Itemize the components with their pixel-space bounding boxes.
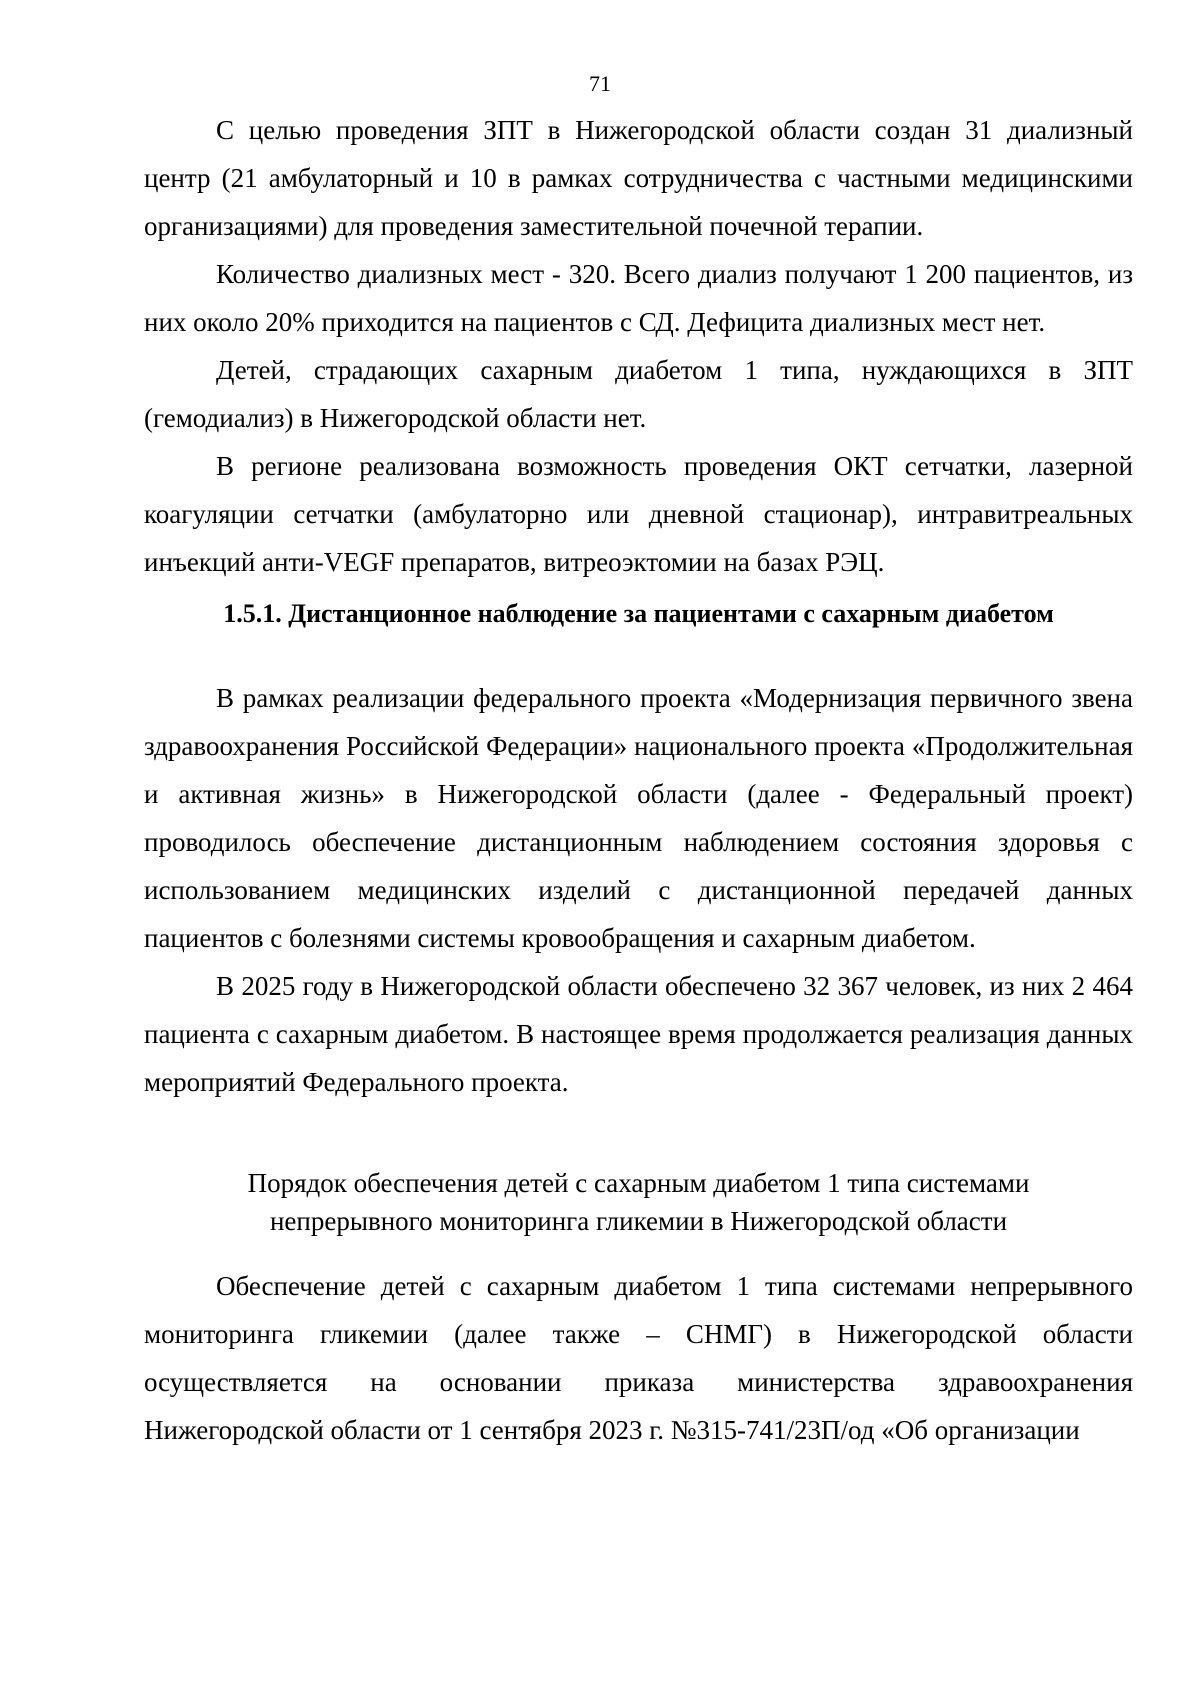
section-dialysis — [144, 106, 1133, 586]
section-remote-monitoring — [144, 674, 1133, 1106]
paragraph-children-dialysis: Детей, страдающих сахарным диабетом 1 типа, нуждающихся в ЗПТ (гемодиализ) в Нижегородской области нет. — [144, 355, 1133, 433]
subheading-line-2: непрерывного мониторинга гликемии в Нижегородской области — [269, 1206, 1008, 1236]
section-cgm-provision — [144, 1262, 1133, 1454]
paragraph-dialysis-centers: С целью проведения ЗПТ в Нижегородской области создан 31 диализный центр (21 амбулаторный и 10 в рамках сотрудничества с частными медицинскими организациями) для проведения заместительной почечной терапии. — [144, 115, 1133, 241]
paragraph-cgm-order: Обеспечение детей с сахарным диабетом 1 типа системами непрерывного мониторинга гликемии (далее также – СНМГ) в Нижегородской области осуществляется на основании приказа министерства здравоохранения Нижегородской области от 1 сентября 2023 г. №315-741/23П/од «Об организации — [144, 1271, 1133, 1445]
page-number: 71 — [589, 71, 611, 96]
section-heading-1-5-1: 1.5.1. Дистанционное наблюдение за пациентами с сахарным диабетом — [223, 599, 1054, 628]
paragraph-dialysis-places: Количество диализных мест - 320. Всего диализ получают 1 200 пациентов, из них около 20% приходится на пациентов с СД. Дефицита диализных мест нет. — [144, 259, 1133, 337]
subsection-heading-cgm — [144, 1164, 1133, 1240]
paragraph-2025-coverage: В 2025 году в Нижегородской области обеспечено 32 367 человек, из них 2 464 пациента с сахарным диабетом. В настоящее время продолжается реализация данных мероприятий Федерального проекта. — [144, 971, 1133, 1097]
subheading-line-1: Порядок обеспечения детей с сахарным диабетом 1 типа системами — [247, 1168, 1030, 1198]
paragraph-federal-project: В рамках реализации федерального проекта «Модернизация первичного звена здравоохранения Российской Федерации» национального проекта «Продолжительная и активная жизнь» в Нижегородской области (далее - Федеральный проект) проводилось обеспечение дистанционным наблюдением состояния здоровья с использованием медицинских изделий с дистанционной передачей данных пациентов с болезнями системы кровообращения и сахарным диабетом. — [144, 683, 1133, 953]
paragraph-retina-treatment: В регионе реализована возможность проведения ОКТ сетчатки, лазерной коагуляции сетчатки (амбулаторно или дневной стационар), интравитреальных инъекций анти-VEGF препаратов, витреоэктомии на базах РЭЦ. — [144, 451, 1133, 577]
